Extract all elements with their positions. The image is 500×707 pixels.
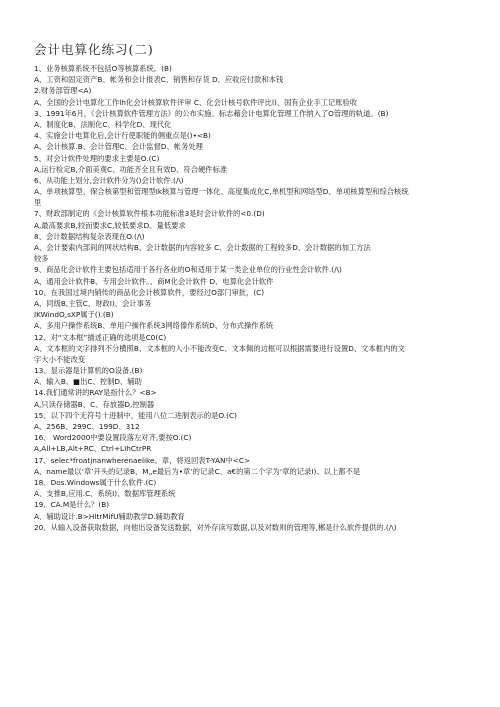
text-line: A、同级B,主管C、财政I)、会计事务 <box>34 298 152 308</box>
text-line: 15、以下四个无符号十进制中，能用八位二进制表示的是O.(C) <box>34 410 237 420</box>
text-line: A、会计要索内部间的网状结构B、会计数据的内容较多 C、会计数据的工程较多D、会计数据的加工方法 <box>34 243 371 252</box>
text-line: 19、CA.M是什么？(B) <box>34 500 110 510</box>
text-line: 6、从功能上划分,会计软件分为()会计软件.(/\) <box>34 175 184 185</box>
text-line: A、支推B,应用.C、系统I)、数据库管理系统 <box>34 489 176 499</box>
text-line: A、通用会计软件B、专用会计软件。、商M化会计软件 D、电算化会计软件 <box>34 276 274 286</box>
question-list <box>34 63 474 533</box>
text-line: A、多用户操作系统B、单用户操作系统3网络傣作系统D、分布式操作系统 <box>34 321 274 331</box>
text-line: 较多 <box>34 254 49 264</box>
text-line: 17、selec*froatjnanwherenaelike。章，将返回表T-YAN中<C> <box>34 455 251 465</box>
text-line: A、文本框的文字排列不分横照B、文本框的人小不能改变C、文本佩的边框可以根据需要进行设置D、文本框内的文 <box>34 343 405 353</box>
text-line: 1、业务核算系统不包括O等核算系统。(B) <box>34 64 172 73</box>
text-line: A、会计核算.B、会计管理C、会计监督D、帐务处理 <box>34 142 203 152</box>
text-line: A、name最以‘章’开头的记录B、M„e最后为•章’的记录C、a€的第二个字为‘章的记录I)、以上都不是 <box>34 466 361 476</box>
text-line: 2.财务部管理<A) <box>34 86 92 96</box>
text-line: A、辅助设计.B>HltrMifU辅助教学D.辅助教育 <box>34 511 185 521</box>
text-line: 20、从输入设备获取数据，向他出设备发送数据，对外存读写数据,以及对数则的管理等,郴是什么软件提供的.(/\) <box>34 522 397 532</box>
text-line: A,All+LB,Alt+RC、Ctrl+LIhCtrPR <box>34 444 152 454</box>
text-line: A,只读存储器B、C、存放器D,控制器 <box>34 399 155 409</box>
text-line: 13、显示器是计算机的O设备.(B) <box>34 366 143 376</box>
text-line: 7、财政部制定的《会计核算软件根本功能标准3是时会计软件的<0.(D) <box>34 209 265 219</box>
text-line: A,最高要求B,较而要求C,较低要求D、量低要求 <box>34 220 186 230</box>
text-line: A、工资和固定资产B、帐务和会计报表C、销售和存货 D、应收应付款和本钱 <box>34 75 284 85</box>
text-line: 3、1991年6月，《会计核算软件管理方法》的公布实施。标志藉会计电算化管理工作纳入了O管理的轨道。(B) <box>34 108 389 118</box>
text-line: A、256B、299C、199D、312 <box>34 422 140 431</box>
text-line: 字大小不能改变 <box>34 354 86 364</box>
text-line: A、输入B、■出C、控制D、辅助 <box>34 377 142 387</box>
text-line: 12、对“文本框”描述正确的选项是C0(C) <box>34 332 167 342</box>
text-line: 9、商品化会计软件主要包括适用于各行各业的O和适用于某一类企业单位的行业性会计软件.(/\) <box>34 265 342 275</box>
text-line: 16、 Word2000中要设置段落左对齐,要按O.(C) <box>34 433 192 443</box>
text-line: A,运行检定B,介面美观C、功能齐全且有效D、符合硬件标准 <box>34 164 228 174</box>
document-title: 会计电算化练习(二) <box>34 42 154 57</box>
text-line: 4、实施会计电算化后,会计行使职能的侧重点是()•<B) <box>34 131 211 141</box>
text-line: IKWindO,sXP属于().(B) <box>34 310 114 320</box>
text-line: 8、会计数据结构复杂表现在O.(/\) <box>34 231 145 241</box>
text-line: 18、Dos.Windows属于什么软件.(C) <box>34 477 157 487</box>
text-line: 5、对会计软件处理的要求主要是O.(C) <box>34 153 160 163</box>
text-line: A、全国的会计电算化工作lh化会计核算软件评审 C、化会计核号软件评比l)、国有企业手工记账验收 <box>34 97 358 107</box>
text-line: A、制度化B、法制化C、科学化D、现代化 <box>34 119 172 129</box>
text-line: 14.我们通常讲的RAY是指什么？<B> <box>34 388 157 398</box>
text-line: 里 <box>34 198 42 208</box>
text-line: A、单项核算型、保合核第型和管理型Ik核算与管理一体化、高度集成化C,单机型和网络型D、单项核算型和综合核统 <box>34 187 409 197</box>
text-line: 10、在我国过境内销传的商品化会计核算软件，要经过O部门审批，(C) <box>34 287 265 297</box>
